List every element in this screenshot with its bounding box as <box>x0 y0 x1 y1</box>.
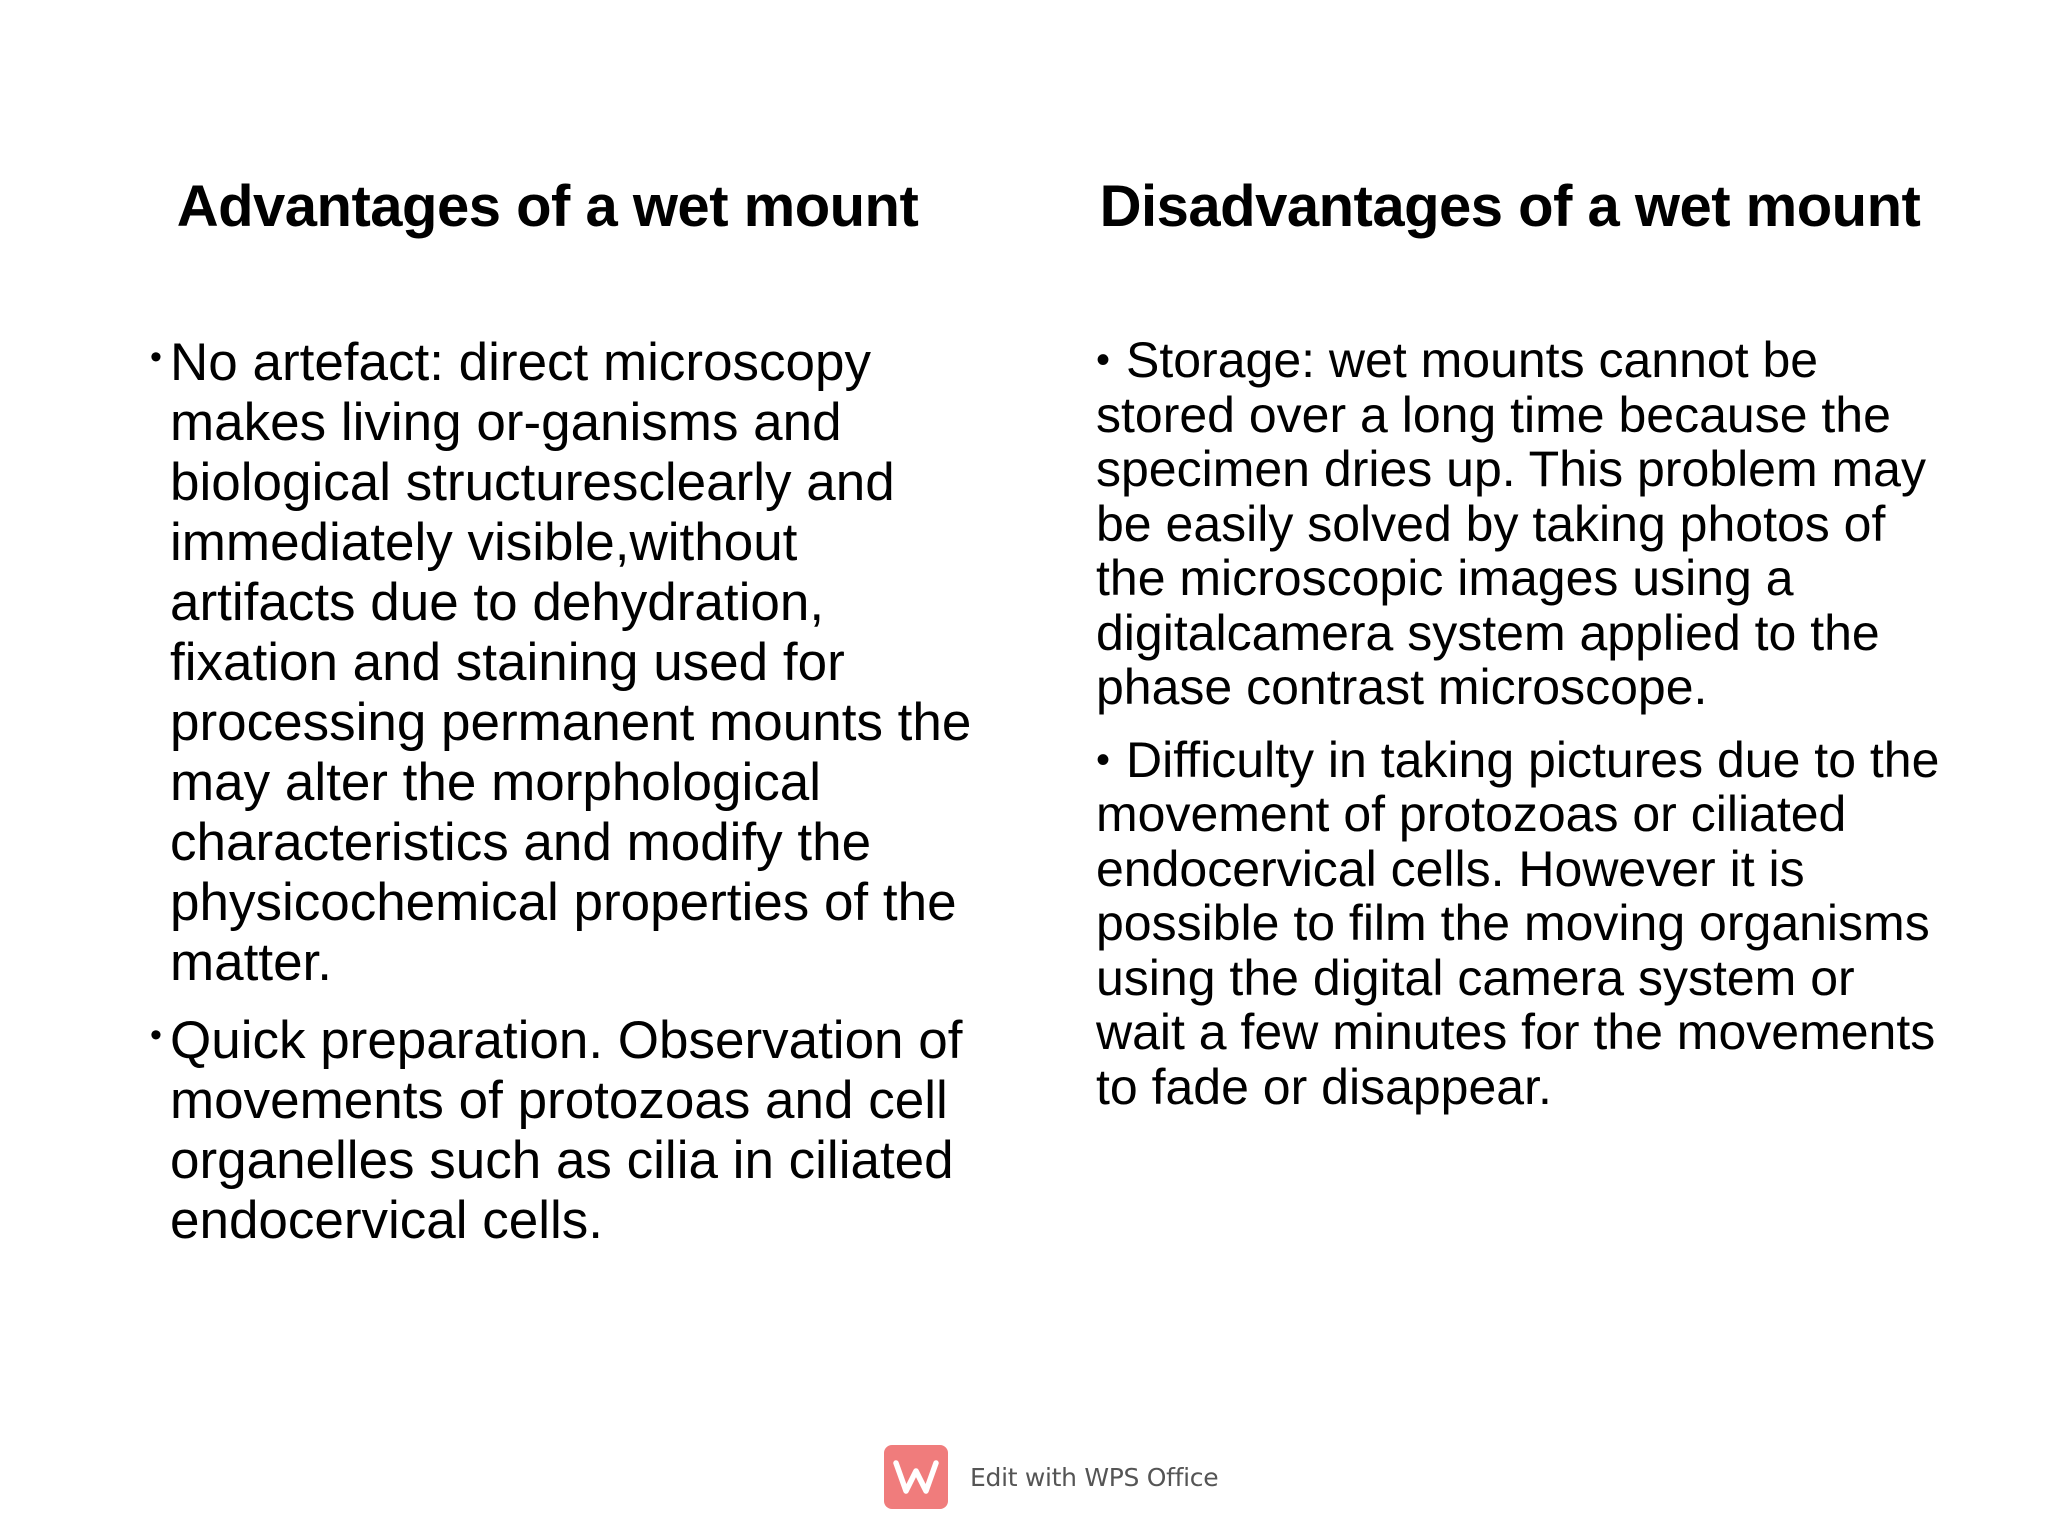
advantages-list <box>146 333 976 1251</box>
bullet-icon: • <box>150 338 162 376</box>
wps-watermark[interactable] <box>884 1445 1218 1509</box>
advantages-title: Advantages of a wet mount <box>176 174 919 239</box>
advantage-item <box>146 333 976 993</box>
wps-logo-icon <box>884 1445 948 1509</box>
bullet-icon: • <box>1096 338 1111 382</box>
disadvantage-text: Storage: wet mounts cannot be stored over a long time because the specimen dries up. This problem may be easily solved by taking photos of the microscopic images using a digitalcamera system applied to the phase contrast microscope. <box>1096 332 1926 715</box>
disadvantages-list <box>1096 333 1956 1114</box>
advantage-text: No artefact: direct microscopy makes living or-ganisms and biological structuresclearly and immediately visible,without artifacts due to dehydration, fixation and staining used for processing permanent mounts the may alter the morphological characteristics and modify the physicochemical properties of the matter. <box>170 333 972 992</box>
disadvantage-text: Difficulty in taking pictures due to the movement of protozoas or ciliated endocervical cells. However it is possible to film the moving organisms using the digital camera system or wait a few minutes for the movements to fade or disappear. <box>1096 731 1940 1115</box>
wps-edit-label: Edit with WPS Office <box>970 1462 1219 1492</box>
disadvantages-title: Disadvantages of a wet mount <box>1099 174 1921 239</box>
bullet-icon: • <box>1096 737 1111 782</box>
advantage-item <box>146 1011 976 1251</box>
advantage-text: Quick preparation. Observation of movements of protozoas and cell organelles such as cilia in ciliated endocervical cells. <box>170 1011 963 1250</box>
bullet-icon: • <box>150 1016 162 1054</box>
disadvantage-item <box>1096 333 1956 715</box>
disadvantage-item <box>1096 733 1956 1115</box>
